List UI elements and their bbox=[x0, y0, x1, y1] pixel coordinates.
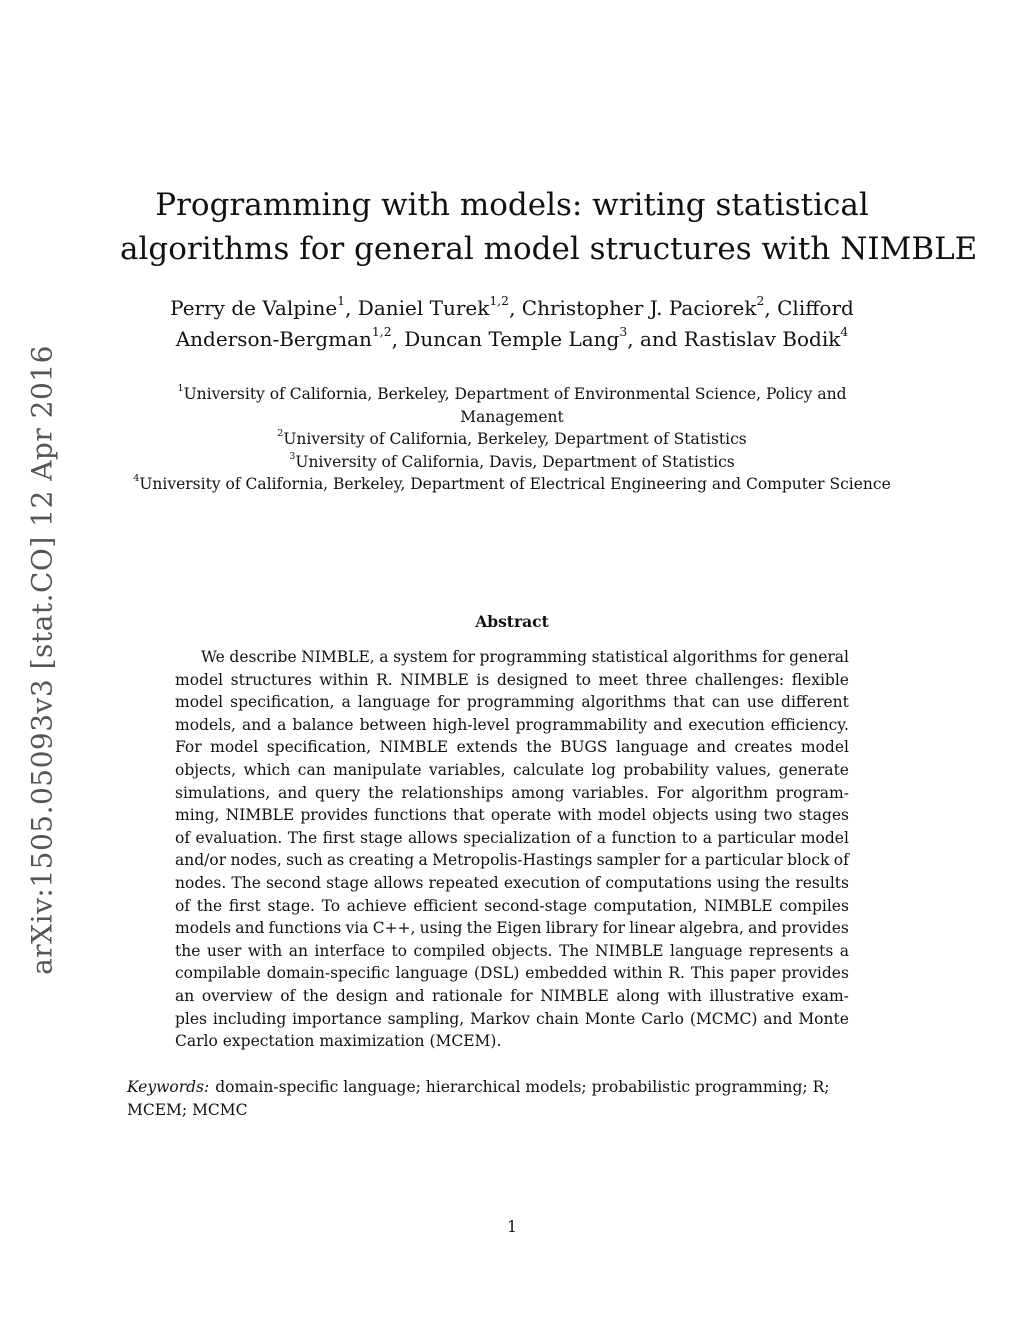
abstract-word: and bbox=[395, 986, 425, 1005]
abstract-word: particular bbox=[717, 828, 796, 847]
abstract-word: domain-specific bbox=[266, 964, 390, 983]
abstract-line bbox=[175, 736, 849, 759]
author-affil-sup: 3 bbox=[619, 324, 628, 340]
abstract-word: within bbox=[319, 670, 369, 689]
abstract-word: algebra, bbox=[679, 919, 744, 938]
abstract-word: C++, bbox=[372, 919, 416, 938]
abstract-word: objects bbox=[652, 806, 709, 825]
abstract-word: three bbox=[645, 670, 688, 689]
abstract-word: with bbox=[557, 806, 592, 825]
abstract-word: language bbox=[670, 941, 743, 960]
abstract-word: including bbox=[212, 1009, 287, 1028]
abstract-word: stage bbox=[326, 873, 369, 892]
abstract-word: exam- bbox=[801, 986, 849, 1005]
keywords-text: domain-specific language; hierarchical models; probabilistic programming; R; bbox=[215, 1078, 830, 1096]
abstract-word: illustrative bbox=[709, 986, 795, 1005]
abstract-word: compiled bbox=[413, 941, 486, 960]
abstract-word: library bbox=[545, 919, 599, 938]
affiliation-line bbox=[110, 406, 914, 429]
title-line-1: Programming with models: writing statistical bbox=[155, 187, 869, 223]
abstract-word: linear bbox=[629, 919, 675, 938]
affiliation-list bbox=[110, 383, 914, 496]
abstract-word: an bbox=[175, 986, 195, 1005]
abstract-word: repeated bbox=[428, 873, 499, 892]
abstract-word: values, bbox=[716, 760, 772, 779]
paper-title bbox=[120, 183, 978, 271]
abstract-word: manipulate bbox=[333, 760, 422, 779]
abstract-line bbox=[175, 849, 849, 872]
abstract-word: of bbox=[833, 851, 849, 870]
abstract-word: sampler bbox=[596, 851, 660, 870]
abstract-word: stage bbox=[359, 828, 403, 847]
abstract-word: language bbox=[616, 738, 689, 757]
abstract-word: To bbox=[321, 896, 341, 915]
abstract-word: probability bbox=[623, 760, 709, 779]
abstract-word: the bbox=[196, 896, 223, 915]
abstract-line bbox=[175, 669, 849, 692]
abstract-word: first bbox=[228, 896, 261, 915]
abstract-word: functions bbox=[373, 806, 447, 825]
abstract-word: high-level bbox=[432, 715, 510, 734]
abstract-word: NIMBLE bbox=[379, 738, 449, 757]
abstract-word: to bbox=[575, 670, 591, 689]
abstract-word: objects, bbox=[175, 760, 237, 779]
abstract-word: designed bbox=[496, 670, 568, 689]
keywords-line bbox=[127, 1099, 897, 1122]
abstract-word: stage. bbox=[267, 896, 315, 915]
abstract-word: flexible bbox=[791, 670, 849, 689]
affiliation-text: University of California, Berkeley, Department of Statistics bbox=[283, 430, 747, 448]
abstract-word: the bbox=[764, 873, 791, 892]
keywords-text: MCEM; MCMC bbox=[127, 1100, 248, 1119]
abstract-word: a bbox=[418, 851, 428, 870]
abstract-word: a bbox=[691, 851, 701, 870]
keywords-section bbox=[127, 1076, 897, 1121]
abstract-word: models, bbox=[175, 715, 236, 734]
author-name: , Duncan Temple Lang bbox=[391, 327, 620, 351]
abstract-word: that bbox=[452, 806, 485, 825]
abstract-word: compiles bbox=[779, 896, 849, 915]
abstract-word: structures bbox=[230, 670, 312, 689]
abstract-word: user bbox=[206, 941, 242, 960]
abstract-word: can bbox=[711, 693, 740, 712]
abstract-word: allows bbox=[373, 873, 424, 892]
abstract-word: relationships bbox=[401, 783, 504, 802]
abstract-word: the bbox=[175, 941, 201, 960]
abstract-word: and bbox=[653, 715, 683, 734]
abstract-word: of bbox=[585, 873, 601, 892]
abstract-line bbox=[175, 962, 849, 985]
abstract-word: an bbox=[288, 941, 308, 960]
abstract-word: compilable bbox=[175, 964, 261, 983]
affiliation-sup: 4 bbox=[133, 473, 140, 485]
abstract-word: NIMBLE bbox=[703, 896, 773, 915]
abstract-word: creates bbox=[734, 738, 793, 757]
abstract-word: statistical bbox=[591, 648, 669, 666]
abstract-word: and bbox=[696, 738, 727, 757]
affiliation-line bbox=[110, 428, 914, 451]
abstract-word: efficiency. bbox=[770, 715, 849, 734]
abstract-word: programming bbox=[479, 648, 587, 666]
abstract-word: We bbox=[201, 648, 225, 666]
abstract-word: provides bbox=[781, 919, 849, 938]
abstract-word: using bbox=[419, 919, 463, 938]
author-line-2 bbox=[130, 324, 894, 355]
abstract-word: creating bbox=[348, 851, 415, 870]
abstract-word: (MCMC) bbox=[689, 1009, 758, 1028]
abstract-word: specification, bbox=[230, 693, 335, 712]
abstract-word: importance bbox=[292, 1009, 382, 1028]
abstract-word: allows bbox=[407, 828, 458, 847]
abstract-line bbox=[175, 872, 849, 895]
abstract-word: This bbox=[690, 964, 725, 983]
abstract-word: The bbox=[559, 941, 589, 960]
abstract-word: For bbox=[175, 738, 202, 757]
abstract-word: the bbox=[526, 738, 552, 757]
abstract-word: represents bbox=[748, 941, 834, 960]
abstract-word: a bbox=[839, 941, 849, 960]
abstract-word: NIMBLE bbox=[225, 806, 295, 825]
abstract-word: specification, bbox=[266, 738, 372, 757]
abstract-word: achieve bbox=[346, 896, 407, 915]
abstract-word: and bbox=[763, 1009, 793, 1028]
abstract-line bbox=[175, 1008, 849, 1031]
author-affil-sup: 1,2 bbox=[371, 324, 392, 340]
abstract-word: for bbox=[452, 648, 475, 666]
abstract-word: stages bbox=[798, 806, 849, 825]
abstract-word: model bbox=[800, 828, 849, 847]
affiliation-sup: 1 bbox=[177, 383, 184, 395]
abstract-word: Monte bbox=[798, 1009, 849, 1028]
abstract-word: functions bbox=[268, 919, 342, 938]
abstract-line bbox=[175, 691, 849, 714]
abstract-word: that bbox=[673, 693, 705, 712]
abstract-word: model bbox=[800, 738, 849, 757]
abstract-word: variables, bbox=[428, 760, 506, 779]
abstract-word: (DSL) bbox=[473, 964, 520, 983]
abstract-line bbox=[175, 759, 849, 782]
abstract-word: a bbox=[379, 648, 389, 666]
abstract-word: as bbox=[327, 851, 345, 870]
abstract-word: programming bbox=[466, 693, 575, 712]
abstract-word: with bbox=[667, 986, 702, 1005]
abstract-word: can bbox=[297, 760, 326, 779]
affiliation-line bbox=[110, 473, 914, 496]
arxiv-side-label: arXiv:1505.05093v3 [stat.CO] 12 Apr 2016 bbox=[25, 345, 59, 975]
abstract-word: general bbox=[789, 648, 849, 666]
author-affil-sup: 2 bbox=[756, 293, 765, 309]
abstract-word: algorithms bbox=[672, 648, 758, 666]
abstract-word: extends bbox=[456, 738, 518, 757]
abstract-word: the bbox=[466, 919, 493, 938]
abstract-word: two bbox=[763, 806, 793, 825]
abstract-word: specialization bbox=[463, 828, 571, 847]
abstract-word: simulations, bbox=[175, 783, 271, 802]
abstract-word: use bbox=[746, 693, 774, 712]
abstract-word: variables. bbox=[572, 783, 649, 802]
affiliation-line bbox=[110, 383, 914, 406]
abstract-word: a bbox=[702, 828, 712, 847]
abstract-word: Eigen bbox=[496, 919, 542, 938]
abstract-word: within bbox=[613, 964, 663, 983]
abstract-word: query bbox=[315, 783, 361, 802]
affiliation-text: University of California, Davis, Department of Statistics bbox=[295, 452, 735, 471]
abstract-word: model bbox=[175, 693, 224, 712]
abstract-word: for bbox=[437, 693, 460, 712]
abstract-word: using bbox=[714, 806, 758, 825]
abstract-word: for bbox=[602, 919, 626, 938]
author-name: , Daniel Turek bbox=[345, 296, 490, 320]
abstract-word: programmability bbox=[515, 715, 648, 734]
abstract-word: and bbox=[241, 715, 272, 734]
abstract-word: and bbox=[748, 919, 778, 938]
abstract-word: to bbox=[681, 828, 698, 847]
abstract-line bbox=[175, 940, 849, 963]
abstract-word: the bbox=[368, 783, 394, 802]
abstract-word: The bbox=[287, 828, 318, 847]
abstract-word: ples bbox=[175, 1009, 208, 1028]
abstract-word: along bbox=[616, 986, 660, 1005]
abstract-word: Monte bbox=[584, 1009, 636, 1028]
abstract-word: computations bbox=[605, 873, 712, 892]
author-affil-sup: 4 bbox=[840, 324, 849, 340]
abstract-word: BUGS bbox=[560, 738, 608, 757]
abstract-body bbox=[175, 646, 849, 1053]
abstract-word: between bbox=[359, 715, 427, 734]
abstract-word: model bbox=[598, 806, 647, 825]
abstract-word: language bbox=[357, 693, 431, 712]
abstract-word: calculate bbox=[512, 760, 585, 779]
abstract-word: among bbox=[511, 783, 565, 802]
author-name: , Christopher J. Paciorek bbox=[509, 296, 757, 320]
abstract-word: Metropolis-Hastings bbox=[432, 851, 593, 870]
keywords-label: Keywords: bbox=[127, 1078, 210, 1096]
affiliation-text: Management bbox=[460, 407, 564, 426]
abstract-word: such bbox=[286, 851, 323, 870]
affiliation-text: University of California, Berkeley, Department of Electrical Engineering and Computer Science bbox=[139, 475, 891, 493]
page-number: 1 bbox=[507, 1218, 517, 1236]
abstract-line bbox=[175, 804, 849, 827]
abstract-word: challenges: bbox=[694, 670, 785, 689]
abstract-word: generate bbox=[778, 760, 849, 779]
abstract-word: embedded bbox=[525, 964, 608, 983]
abstract-word: program- bbox=[775, 783, 849, 802]
abstract-line bbox=[175, 985, 849, 1008]
abstract-word: to bbox=[391, 941, 408, 960]
abstract-word: algorithms bbox=[581, 693, 667, 712]
abstract-word: different bbox=[781, 693, 849, 712]
abstract-line bbox=[175, 917, 849, 940]
abstract-word: NIMBLE bbox=[400, 670, 469, 689]
abstract-word: The bbox=[231, 873, 261, 892]
abstract-word: provides bbox=[300, 806, 368, 825]
abstract-word: execution bbox=[503, 873, 581, 892]
abstract-word: which bbox=[243, 760, 291, 779]
abstract-word: for bbox=[762, 648, 785, 666]
abstract-line bbox=[175, 646, 849, 669]
abstract-line bbox=[175, 714, 849, 737]
abstract-word: for bbox=[664, 851, 687, 870]
abstract-word: with bbox=[247, 941, 283, 960]
abstract-word: NIMBLE bbox=[595, 941, 664, 960]
abstract-word: NIMBLE, bbox=[301, 648, 375, 666]
abstract-word: provides bbox=[781, 964, 849, 983]
abstract-word: meet bbox=[598, 670, 638, 689]
abstract-word: chain bbox=[535, 1009, 579, 1028]
abstract-word: the bbox=[302, 986, 329, 1005]
abstract-word: Carlo bbox=[641, 1009, 684, 1028]
abstract-word: objects. bbox=[491, 941, 553, 960]
abstract-line bbox=[175, 782, 849, 805]
abstract-word: For bbox=[656, 783, 684, 802]
keywords-line bbox=[127, 1076, 897, 1099]
abstract-word: is bbox=[476, 670, 490, 689]
author-affil-sup: 1,2 bbox=[489, 293, 510, 309]
abstract-word: particular bbox=[704, 851, 783, 870]
abstract-word: a bbox=[596, 828, 607, 847]
author-name: Anderson-Bergman bbox=[175, 327, 372, 351]
abstract-word: first bbox=[322, 828, 355, 847]
abstract-word: system bbox=[393, 648, 448, 666]
abstract-word: rationale bbox=[432, 986, 503, 1005]
abstract-word: and/or bbox=[175, 851, 227, 870]
affiliation-sup: 3 bbox=[289, 450, 296, 462]
affiliation-sup: 2 bbox=[277, 428, 284, 440]
abstract-word: design bbox=[335, 986, 388, 1005]
abstract-word: paper bbox=[729, 964, 776, 983]
abstract-word: block bbox=[787, 851, 830, 870]
abstract-word: log bbox=[591, 760, 616, 779]
abstract-word: computation, bbox=[593, 896, 698, 915]
abstract-word: of bbox=[175, 896, 191, 915]
abstract-word: of bbox=[175, 828, 191, 847]
abstract-word: operate bbox=[490, 806, 552, 825]
abstract-word: of bbox=[280, 986, 296, 1005]
abstract-word: nodes, bbox=[230, 851, 282, 870]
abstract-word: a bbox=[341, 693, 351, 712]
abstract-word: using bbox=[716, 873, 760, 892]
abstract-word: language bbox=[395, 964, 469, 983]
abstract-word: interface bbox=[314, 941, 385, 960]
abstract-word: evaluation. bbox=[195, 828, 283, 847]
abstract-word: and bbox=[278, 783, 308, 802]
abstract-word: sampling, bbox=[387, 1009, 465, 1028]
author-affil-sup: 1 bbox=[337, 293, 346, 309]
author-name: , and Rastislav Bodik bbox=[627, 327, 841, 351]
abstract-word: balance bbox=[292, 715, 354, 734]
abstract-word: and bbox=[235, 919, 265, 938]
author-list bbox=[130, 293, 894, 355]
abstract-line bbox=[175, 1030, 849, 1053]
abstract-word: overview bbox=[201, 986, 273, 1005]
abstract-word: NIMBLE bbox=[540, 986, 609, 1005]
abstract-word: model bbox=[210, 738, 259, 757]
abstract-word: describe bbox=[229, 648, 297, 666]
abstract-line bbox=[175, 827, 849, 850]
author-name: , Clifford bbox=[764, 296, 854, 320]
abstract-word: R. bbox=[376, 670, 393, 689]
abstract-word: efficient bbox=[413, 896, 478, 915]
abstract-word: a bbox=[277, 715, 287, 734]
abstract-word: second-stage bbox=[484, 896, 588, 915]
abstract-word: results bbox=[795, 873, 849, 892]
title-line-2: algorithms for general model structures with NIMBLE bbox=[120, 231, 978, 267]
affiliation-text: University of California, Berkeley, Department of Environmental Science, Policy and bbox=[183, 385, 847, 403]
affiliation-line bbox=[110, 451, 914, 474]
abstract-word: of bbox=[576, 828, 592, 847]
abstract-word: ming, bbox=[175, 806, 220, 825]
abstract-line bbox=[175, 895, 849, 918]
abstract-word: nodes. bbox=[175, 873, 227, 892]
abstract-word: models bbox=[175, 919, 232, 938]
author-line-1 bbox=[130, 293, 894, 324]
abstract-word: second bbox=[265, 873, 321, 892]
abstract-word: R. bbox=[668, 964, 685, 983]
abstract-word: algorithm bbox=[691, 783, 768, 802]
abstract-word: model bbox=[175, 670, 224, 689]
abstract-text: Carlo expectation maximization (MCEM). bbox=[175, 1032, 502, 1051]
abstract-word: function bbox=[611, 828, 677, 847]
author-name: Perry de Valpine bbox=[170, 296, 338, 320]
abstract-word: via bbox=[345, 919, 369, 938]
abstract-heading: Abstract bbox=[475, 612, 549, 631]
abstract-word: for bbox=[510, 986, 533, 1005]
abstract-word: Markov bbox=[470, 1009, 531, 1028]
abstract-word: execution bbox=[688, 715, 765, 734]
